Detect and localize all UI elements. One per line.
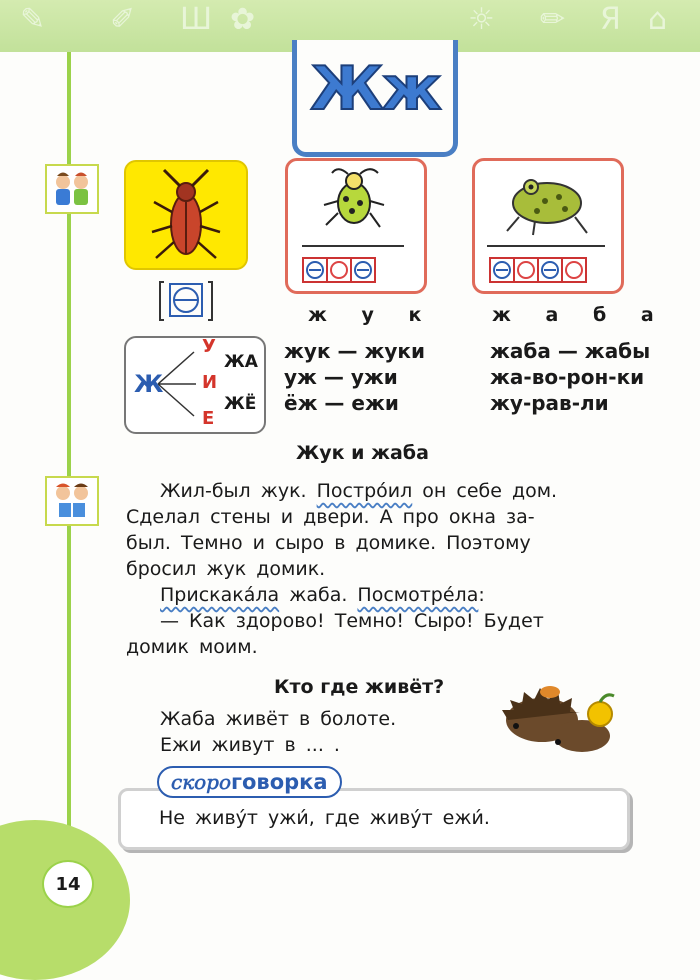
word-pairs-left [284,338,425,416]
word-item: жу-рав-ли [490,391,609,415]
children-reading-icon [45,476,99,526]
beetle-scheme-card [285,158,427,294]
cartoon-beetle-icon [288,161,424,243]
hedgehog-icon [498,680,624,756]
toad-word-letters: ж а б а [492,304,668,326]
story-line: домик моим. [126,636,258,658]
hedgehogs-picture [498,680,624,756]
header-letters: Жж [310,54,440,124]
writing-line [487,245,605,247]
word-item: жа-во-рон-ки [490,365,645,389]
story-line: Прискака́ла жаба. Посмотре́ла: [160,584,485,606]
flower-doodle-icon: ✿ [230,2,256,37]
tongue-twister-badge [157,766,342,798]
story-line: был. Темно и сыро в домике. Поэтому [126,532,531,554]
toad-icon [475,161,621,243]
badge-part-1: скоро [171,770,232,794]
page-number: 14 [42,860,94,908]
stag-beetle-icon [126,162,246,268]
question-line: Жаба живёт в болоте. [160,708,397,730]
children-talking-icon [45,164,99,214]
syllable-fan-box [124,336,266,434]
question-line: Ежи живут в ... . [160,734,340,756]
pencil-doodle-icon: ✏ [540,2,566,37]
story-text [126,478,626,660]
writing-line [302,245,404,247]
letter-header [292,40,458,157]
word-list-right [490,338,650,416]
beetle-picture-card [124,160,248,270]
letters-doodle-icon: Ш [180,2,213,37]
letter-doodle-icon: Я [600,2,621,37]
sound-scheme-beetle [304,257,376,283]
word-pair: жук — жуки [284,339,425,363]
vowel-letter-2: И [202,372,218,393]
toad-scheme-card [472,158,624,294]
book-doodle-icon: ✎ [20,2,46,37]
story-line: бросил жук домик. [126,558,326,580]
word-pair: уж — ужи [284,365,398,389]
story-line: Сделал стены и двери. А про окна за- [126,506,535,528]
story-line: Жил-был жук. Постро́ил он себе дом. [160,480,558,502]
house-doodle-icon: ⌂ [648,2,668,37]
beetle-word-letters: ж у к [308,304,436,326]
vowel-letter-1: У [202,336,216,357]
word-pair: ёж — ежи [284,391,399,415]
question-text [160,706,396,758]
syllable-2: ЖЁ [224,394,257,414]
vowel-letter-3: Е [202,408,215,429]
ruler-doodle-icon: ✐ [110,2,136,37]
story-title: Жук и жаба [296,442,429,464]
syllable-1: ЖА [224,352,258,372]
sound-scheme-toad [491,257,587,283]
sun-doodle-icon: ☼ [468,2,495,37]
story-line: — Как здорово! Темно! Сыро! Будет [160,610,544,632]
transcription-bracket [158,280,214,322]
badge-part-2: говорка [231,770,328,794]
tongue-twister-text: Не живу́т ужи́, где живу́т ежи́. [159,807,490,829]
question-title: Кто где живёт? [274,676,445,698]
consonant-letter: Ж [134,370,164,398]
word-item: жаба — жабы [490,339,651,363]
